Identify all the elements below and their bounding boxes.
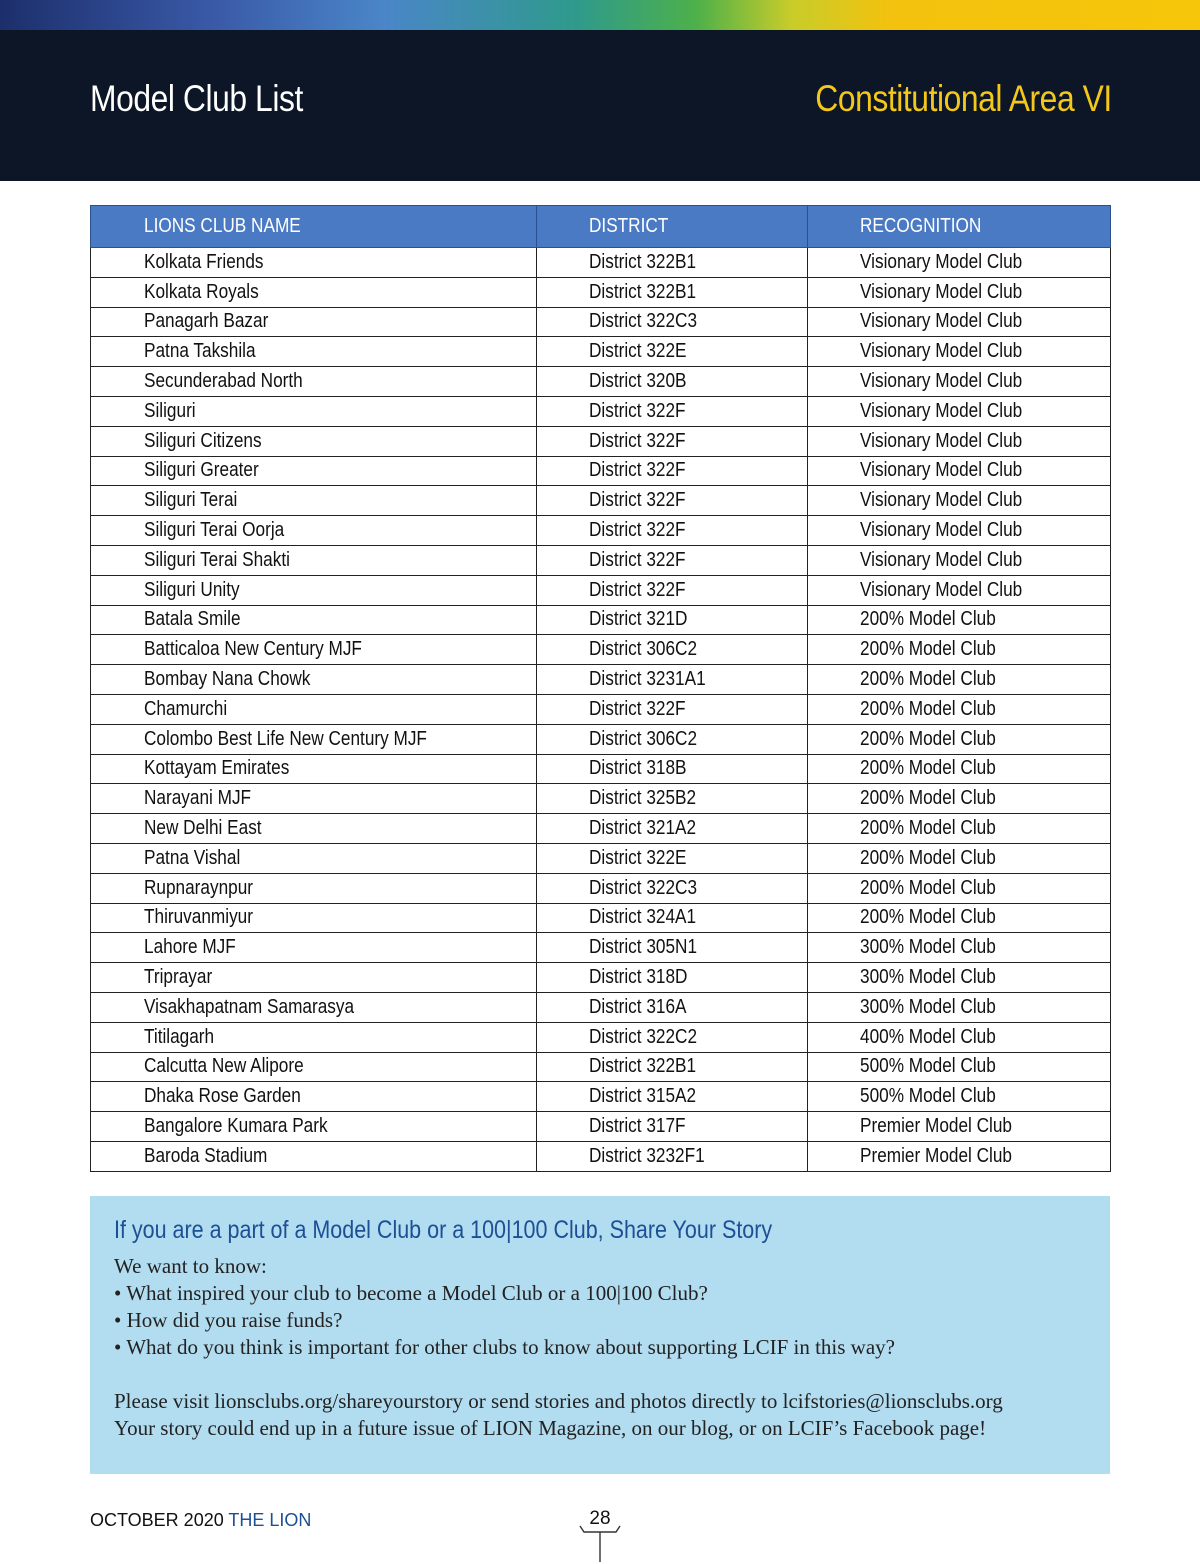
- story-question-list: [114, 1280, 1088, 1361]
- table-row: [91, 486, 1111, 516]
- recognition-cell: Visionary Model Club: [808, 337, 1111, 367]
- district-cell: District 322F: [537, 456, 808, 486]
- club-name-cell: Patna Vishal: [91, 843, 537, 873]
- club-name-cell: Visakhapatnam Samarasya: [91, 992, 537, 1022]
- club-name-cell: Calcutta New Alipore: [91, 1052, 537, 1082]
- club-name-cell: Kolkata Royals: [91, 277, 537, 307]
- table-row: [91, 456, 1111, 486]
- club-name-cell: Secunderabad North: [91, 367, 537, 397]
- footer-issue: [90, 1510, 311, 1531]
- spacer: [114, 1361, 1088, 1388]
- table-row: [91, 1112, 1111, 1142]
- table-row: [91, 337, 1111, 367]
- district-cell: District 322B1: [537, 277, 808, 307]
- table-body: [91, 248, 1111, 1172]
- recognition-cell: Premier Model Club: [808, 1141, 1111, 1171]
- club-name-cell: Siliguri Terai Oorja: [91, 516, 537, 546]
- recognition-cell: 200% Model Club: [808, 754, 1111, 784]
- recognition-cell: 500% Model Club: [808, 1052, 1111, 1082]
- column-header-recognition: RECOGNITION: [808, 206, 1111, 248]
- club-name-cell: Siliguri Citizens: [91, 426, 537, 456]
- recognition-cell: Visionary Model Club: [808, 307, 1111, 337]
- district-cell: District 322F: [537, 396, 808, 426]
- club-name-cell: Lahore MJF: [91, 933, 537, 963]
- district-cell: District 3232F1: [537, 1141, 808, 1171]
- club-name-cell: Titilagarh: [91, 1022, 537, 1052]
- story-intro: We want to know:: [114, 1254, 267, 1278]
- table-row: [91, 575, 1111, 605]
- club-name-cell: Chamurchi: [91, 694, 537, 724]
- table-header-row: [91, 206, 1111, 248]
- district-cell: District 324A1: [537, 903, 808, 933]
- district-cell: District 321D: [537, 605, 808, 635]
- recognition-cell: Visionary Model Club: [808, 545, 1111, 575]
- district-cell: District 322C2: [537, 1022, 808, 1052]
- recognition-cell: Visionary Model Club: [808, 456, 1111, 486]
- club-name-cell: Dhaka Rose Garden: [91, 1082, 537, 1112]
- table-row: [91, 903, 1111, 933]
- table-row: [91, 784, 1111, 814]
- recognition-cell: 200% Model Club: [808, 903, 1111, 933]
- table-row: [91, 605, 1111, 635]
- district-cell: District 322C3: [537, 307, 808, 337]
- table-row: [91, 1082, 1111, 1112]
- district-cell: District 306C2: [537, 635, 808, 665]
- club-name-cell: Rupnaraynpur: [91, 873, 537, 903]
- recognition-cell: 500% Model Club: [808, 1082, 1111, 1112]
- recognition-cell: 200% Model Club: [808, 724, 1111, 754]
- table-row: [91, 516, 1111, 546]
- recognition-cell: 200% Model Club: [808, 873, 1111, 903]
- club-name-cell: Kottayam Emirates: [91, 754, 537, 784]
- district-cell: District 322E: [537, 843, 808, 873]
- page-number-bracket-icon: [578, 1524, 622, 1564]
- district-cell: District 322F: [537, 575, 808, 605]
- top-color-strip: [0, 0, 1200, 30]
- table-row: [91, 694, 1111, 724]
- district-cell: District 325B2: [537, 784, 808, 814]
- district-cell: District 316A: [537, 992, 808, 1022]
- recognition-cell: 200% Model Club: [808, 665, 1111, 695]
- recognition-cell: Visionary Model Club: [808, 277, 1111, 307]
- share-story-box: [90, 1196, 1110, 1474]
- story-question: • What do you think is important for other clubs to know about supporting LCIF in this way?: [114, 1334, 1088, 1361]
- district-cell: District 305N1: [537, 933, 808, 963]
- district-cell: District 3231A1: [537, 665, 808, 695]
- club-name-cell: Siliguri Terai: [91, 486, 537, 516]
- district-cell: District 321A2: [537, 814, 808, 844]
- club-name-cell: Thiruvanmiyur: [91, 903, 537, 933]
- district-cell: District 322B1: [537, 1052, 808, 1082]
- table-row: [91, 963, 1111, 993]
- club-name-cell: New Delhi East: [91, 814, 537, 844]
- district-cell: District 322F: [537, 486, 808, 516]
- club-name-cell: Narayani MJF: [91, 784, 537, 814]
- recognition-cell: 200% Model Club: [808, 784, 1111, 814]
- district-cell: District 318B: [537, 754, 808, 784]
- recognition-cell: 200% Model Club: [808, 694, 1111, 724]
- table-row: [91, 1141, 1111, 1171]
- recognition-cell: Visionary Model Club: [808, 248, 1111, 278]
- table-row: [91, 724, 1111, 754]
- district-cell: District 322F: [537, 545, 808, 575]
- table-row: [91, 635, 1111, 665]
- recognition-cell: Visionary Model Club: [808, 396, 1111, 426]
- recognition-cell: 300% Model Club: [808, 992, 1111, 1022]
- table-row: [91, 248, 1111, 278]
- table-row: [91, 545, 1111, 575]
- club-name-cell: Siliguri Terai Shakti: [91, 545, 537, 575]
- club-name-cell: Bombay Nana Chowk: [91, 665, 537, 695]
- recognition-cell: Visionary Model Club: [808, 486, 1111, 516]
- district-cell: District 322E: [537, 337, 808, 367]
- district-cell: District 322C3: [537, 873, 808, 903]
- column-header-district: DISTRICT: [537, 206, 808, 248]
- recognition-cell: 400% Model Club: [808, 1022, 1111, 1052]
- table-row: [91, 1022, 1111, 1052]
- table-row: [91, 307, 1111, 337]
- recognition-cell: Visionary Model Club: [808, 367, 1111, 397]
- table-row: [91, 367, 1111, 397]
- club-name-cell: Batticaloa New Century MJF: [91, 635, 537, 665]
- club-name-cell: Patna Takshila: [91, 337, 537, 367]
- table-row: [91, 665, 1111, 695]
- table-row: [91, 873, 1111, 903]
- table-row: [91, 1052, 1111, 1082]
- table-row: [91, 277, 1111, 307]
- table-row: [91, 992, 1111, 1022]
- recognition-cell: Visionary Model Club: [808, 516, 1111, 546]
- district-cell: District 315A2: [537, 1082, 808, 1112]
- story-visit-text: Please visit lionsclubs.org/shareyourstory or send stories and photos directly to lcifstories@lionsclubs.org: [114, 1389, 1003, 1413]
- page-number: 28: [589, 1508, 611, 1529]
- page-title: Model Club List: [90, 78, 303, 119]
- story-text: [114, 1253, 1088, 1442]
- footer-issue-date: OCTOBER 2020: [90, 1510, 224, 1530]
- story-question: • What inspired your club to become a Model Club or a 100|100 Club?: [114, 1280, 1088, 1307]
- district-cell: District 317F: [537, 1112, 808, 1142]
- recognition-cell: Visionary Model Club: [808, 426, 1111, 456]
- recognition-cell: 200% Model Club: [808, 843, 1111, 873]
- district-cell: District 320B: [537, 367, 808, 397]
- recognition-cell: Visionary Model Club: [808, 575, 1111, 605]
- table-row: [91, 396, 1111, 426]
- model-club-table: [90, 205, 1111, 1172]
- club-name-cell: Siliguri Greater: [91, 456, 537, 486]
- table-row: [91, 843, 1111, 873]
- club-name-cell: Kolkata Friends: [91, 248, 537, 278]
- club-name-cell: Panagarh Bazar: [91, 307, 537, 337]
- club-name-cell: Triprayar: [91, 963, 537, 993]
- footer-magazine-name: THE LION: [228, 1510, 312, 1530]
- table-row: [91, 933, 1111, 963]
- club-name-cell: Baroda Stadium: [91, 1141, 537, 1171]
- recognition-cell: 300% Model Club: [808, 933, 1111, 963]
- table-row: [91, 814, 1111, 844]
- club-name-cell: Siliguri: [91, 396, 537, 426]
- recognition-cell: 200% Model Club: [808, 635, 1111, 665]
- recognition-cell: Premier Model Club: [808, 1112, 1111, 1142]
- recognition-cell: 200% Model Club: [808, 814, 1111, 844]
- district-cell: District 322B1: [537, 248, 808, 278]
- district-cell: District 322F: [537, 694, 808, 724]
- table-row: [91, 754, 1111, 784]
- district-cell: District 322F: [537, 516, 808, 546]
- story-title: If you are a part of a Model Club or a 100|100 Club, Share Your Story: [114, 1216, 773, 1244]
- area-title: Constitutional Area VI: [815, 78, 1112, 119]
- club-name-cell: Batala Smile: [91, 605, 537, 635]
- story-question: • How did you raise funds?: [114, 1307, 1088, 1334]
- recognition-cell: 300% Model Club: [808, 963, 1111, 993]
- recognition-cell: 200% Model Club: [808, 605, 1111, 635]
- district-cell: District 306C2: [537, 724, 808, 754]
- story-closing-text: Your story could end up in a future issue of LION Magazine, on our blog, or on LCIF’s Facebook page!: [114, 1416, 987, 1440]
- column-header-club-name: LIONS CLUB NAME: [91, 206, 537, 248]
- district-cell: District 322F: [537, 426, 808, 456]
- table-row: [91, 426, 1111, 456]
- club-name-cell: Siliguri Unity: [91, 575, 537, 605]
- club-name-cell: Colombo Best Life New Century MJF: [91, 724, 537, 754]
- club-name-cell: Bangalore Kumara Park: [91, 1112, 537, 1142]
- district-cell: District 318D: [537, 963, 808, 993]
